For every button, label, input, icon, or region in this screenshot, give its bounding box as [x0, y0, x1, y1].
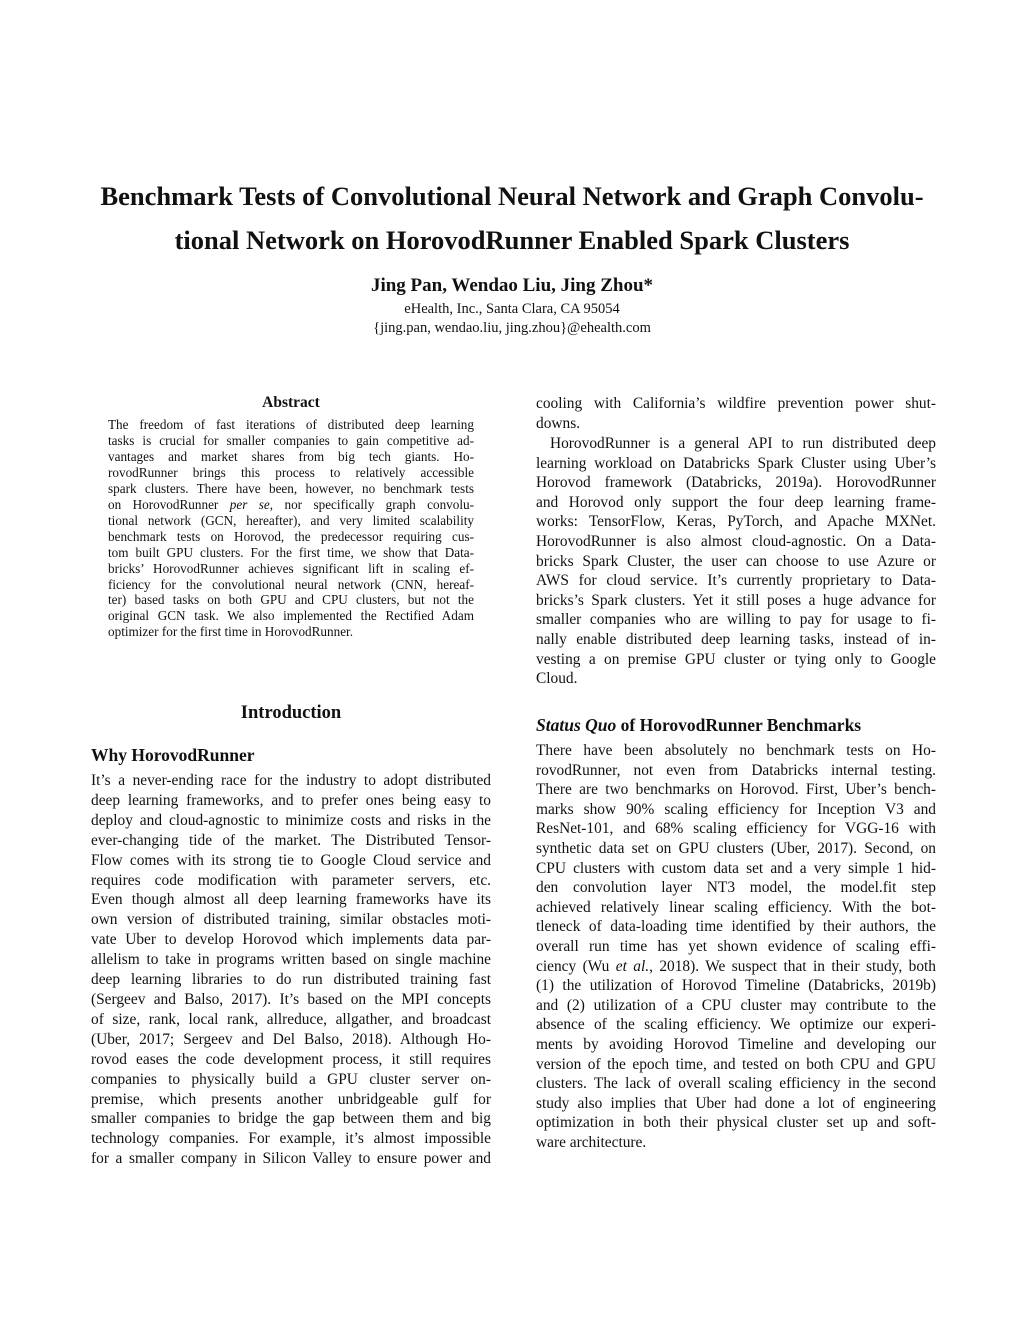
- body-line: allelism to take in programs written based on single machine: [91, 951, 491, 969]
- body-line: technology companies. For example, it’s almost impossible: [91, 1130, 491, 1148]
- body-line: optimization in both their physical cluster set up and soft-: [536, 1114, 936, 1132]
- abstract-line: ficiency for the convolutional neural network (CNN, hereaf-: [108, 576, 474, 592]
- body-line: nally enable distributed deep learning tasks, instead of in-: [536, 630, 936, 648]
- body-line: for a smaller company in Silicon Valley to ensure power and: [91, 1150, 491, 1168]
- body-line: CPU clusters with custom data set and a very simple 1 hid-: [536, 859, 936, 877]
- body-line: works: TensorFlow, Keras, PyTorch, and Apache MXNet.: [536, 513, 936, 531]
- abstract-line: benchmark tests on Horovod, the predecessor requiring cus-: [108, 528, 474, 544]
- body-line: There are two benchmarks on Horovod. First, Uber’s bench-: [536, 781, 936, 799]
- body-line: (Sergeev and Balso, 2017). It’s based on the MPI concepts: [91, 990, 491, 1008]
- abstract-text: on HorovodRunner: [108, 496, 230, 512]
- body-line: vate Uber to develop Horovod which implements data par-: [91, 931, 491, 949]
- body-line: rovod eases the code development process, it still requires: [91, 1050, 491, 1068]
- body-line: ware architecture.: [536, 1133, 647, 1151]
- body-line: ever-changing tide of the market. The Distributed Tensor-: [91, 831, 491, 849]
- body-line: Even though almost all deep learning frameworks have its: [91, 891, 491, 909]
- body-line: smaller companies who are willing to pay for usage to fi-: [536, 611, 936, 629]
- body-line: deploy and cloud-agnostic to minimize costs and risks in the: [91, 811, 491, 829]
- body-line: bricks Spark Cluster, the user can choose to use Azure or: [536, 552, 936, 570]
- why-horovodrunner-body: [91, 771, 491, 1169]
- body-line: There have been absolutely no benchmark tests on Ho-: [536, 742, 936, 759]
- affiliation-block: [0, 300, 1024, 337]
- abstract-line: optimizer for the first time in HorovodRunner.: [108, 624, 354, 640]
- abstract-line: rovodRunner brings this process to relatively accessible: [108, 464, 474, 480]
- body-text: , 2018). We suspect that in their study, both: [649, 957, 936, 975]
- author-list: Jing Pan, Wendao Liu, Jing Zhou*: [370, 275, 654, 296]
- body-line: and (2) utilization of a CPU cluster may contribute to the: [536, 996, 936, 1014]
- body-line: ments by avoiding Horovod Timeline and developing our: [536, 1035, 936, 1053]
- abstract-line: original GCN task. We also implemented the Rectified Adam: [108, 608, 474, 624]
- abstract-line: tional network (GCN, hereafter), and very limited scalability: [108, 512, 474, 528]
- body-line: premise, which presents another unbridgeable gulf for: [91, 1090, 491, 1108]
- introduction-heading: Introduction: [240, 703, 342, 723]
- affiliation: eHealth, Inc., Santa Clara, CA 95054: [404, 301, 620, 317]
- body-line: synthetic data set on GPU clusters (Uber, 2017). Second, on: [536, 839, 936, 857]
- body-line: smaller companies to bridge the gap between them and big: [91, 1110, 491, 1128]
- body-line: Flow comes with its strong tie to Google Cloud service and: [91, 851, 491, 869]
- body-line: HorovodRunner is also almost cloud-agnostic. On a Data-: [536, 532, 936, 550]
- abstract-body: [108, 417, 474, 640]
- body-line: bricks’s Spark clusters. Yet it still poses a huge advance for: [536, 591, 936, 609]
- body-line: (1) the utilization of Horovod Timeline (Databricks, 2019b): [536, 977, 936, 995]
- body-line: It’s a never-ending race for the industry to adopt distributed: [91, 772, 491, 789]
- body-line: marks show 90% scaling efficiency for Inception V3 and: [536, 800, 936, 818]
- abstract-line: [108, 497, 474, 513]
- body-line: study also implies that Uber had done a lot of engineering: [536, 1094, 936, 1112]
- body-line: [536, 957, 936, 977]
- status-quo-heading: [536, 714, 936, 736]
- body-line: deep learning frameworks, and to prefer ones being easy to: [91, 791, 491, 809]
- body-line: learning workload on Databricks Spark Cluster using Uber’s: [536, 454, 936, 472]
- body-line: den convolution layer NT3 model, the model.fit step: [536, 879, 936, 897]
- abstract-heading: Abstract: [262, 394, 320, 411]
- body-line: ResNet-101, and 68% scaling efficiency for VGG-16 with: [536, 820, 936, 838]
- status-quo-italic: Status Quo: [536, 715, 617, 735]
- body-line: Horovod framework (Databricks, 2019a). HorovodRunner: [536, 474, 936, 492]
- body-line: achieved relatively linear scaling efficiency. With the bot-: [536, 898, 936, 916]
- body-line: cooling with California’s wildfire prevention power shut-: [536, 395, 936, 412]
- body-line: vesting a on premise GPU cluster or tying only to Google: [536, 650, 936, 668]
- body-text: ciency (Wu: [536, 957, 616, 975]
- body-line: version of the epoch time, and tested on both CPU and GPU: [536, 1055, 936, 1073]
- body-line: AWS for cloud service. It’s currently proprietary to Data-: [536, 572, 936, 590]
- body-line: Cloud.: [536, 670, 578, 688]
- author-emails: {jing.pan, wendao.liu, jing.zhou}@ehealth.com: [373, 319, 651, 336]
- body-line: tleneck of data-loading time identified by their authors, the: [536, 918, 936, 936]
- body-line: absence of the scaling efficiency. We optimize our experi-: [536, 1016, 936, 1034]
- body-line: and Horovod only support the four deep learning frame-: [536, 493, 936, 511]
- abstract-line: ter) based tasks on both GPU and CPU clusters, but not the: [108, 592, 474, 608]
- body-line: own version of distributed training, similar obstacles moti-: [91, 911, 491, 929]
- paper-title: [60, 174, 964, 262]
- abstract-emphasis: per se: [229, 496, 270, 512]
- title-line-2: tional Network on HorovodRunner Enabled Spark Clusters: [174, 225, 850, 255]
- body-line: deep learning libraries to do run distributed training fast: [91, 971, 491, 989]
- status-quo-heading-rest: of HorovodRunner Benchmarks: [616, 715, 862, 735]
- abstract-line: spark clusters. There have been, however, no benchmark tests: [108, 480, 474, 496]
- body-line: companies to physically build a GPU cluster server on-: [91, 1070, 491, 1088]
- why-horovodrunner-heading: Why HorovodRunner: [91, 745, 255, 765]
- abstract-text: , nor specifically graph convolu-: [269, 496, 474, 512]
- abstract-line: tom built GPU clusters. For the first time, we show that Data-: [108, 544, 474, 560]
- body-line: (Uber, 2017; Sergeev and Del Balso, 2018). Although Ho-: [91, 1030, 491, 1048]
- horovodrunner-paragraph: [536, 434, 936, 689]
- status-quo-body: [536, 741, 936, 1152]
- body-line: requires code modification with parameter servers, etc.: [91, 871, 491, 889]
- body-line: clusters. The lack of overall scaling efficiency in the second: [536, 1075, 936, 1093]
- abstract-line: vantages and market shares from big tech giants. Ho-: [108, 448, 474, 464]
- body-line: overall run time has yet shown evidence of scaling effi-: [536, 937, 936, 955]
- body-line: HorovodRunner is a general API to run distributed deep: [550, 435, 936, 452]
- abstract-line: The freedom of fast iterations of distributed deep learning: [108, 417, 474, 432]
- continued-paragraph: [536, 394, 936, 433]
- title-line-1: Benchmark Tests of Convolutional Neural Network and Graph Convolu-: [100, 181, 924, 211]
- abstract-line: tasks is crucial for smaller companies to gain competitive ad-: [108, 432, 474, 448]
- body-line: downs.: [536, 414, 581, 432]
- body-line: of size, rank, local rank, allreduce, allgather, and broadcast: [91, 1010, 491, 1028]
- body-line: rovodRunner, not even from Databricks internal testing.: [536, 761, 936, 779]
- abstract-line: bricks’ HorovodRunner achieves significant lift in scaling ef-: [108, 560, 474, 576]
- citation-emphasis: et al.: [615, 957, 650, 975]
